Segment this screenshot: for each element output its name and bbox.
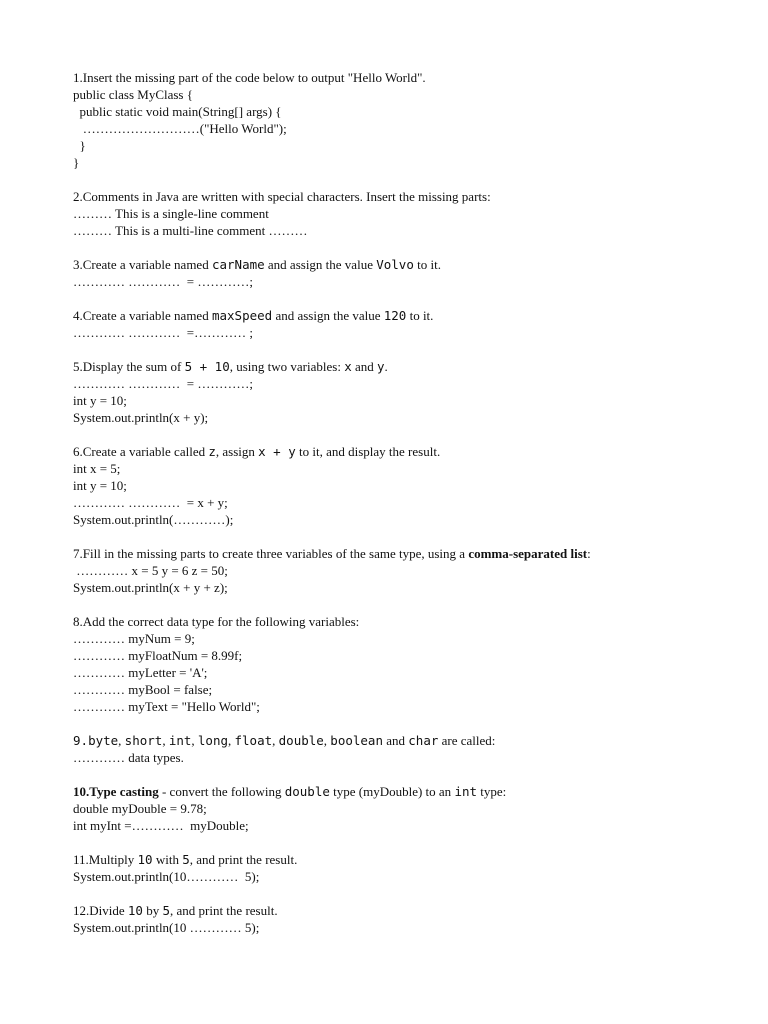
question-9-prompt: 9.byte, short, int, long, float, double, boolean and char are called:	[73, 733, 496, 748]
question-11-prompt: 11.Multiply 10 with 5, and print the result.	[73, 852, 298, 867]
code-line: ………… myBool = false;	[73, 682, 213, 697]
code-line: ………… ………… = …………;	[73, 274, 253, 289]
code-line: ………… x = 5 y = 6 z = 50;	[73, 563, 228, 578]
code-line: System.out.println(x + y);	[73, 410, 209, 425]
code-line: System.out.println(10 ………… 5);	[73, 920, 260, 935]
question-3-prompt: 3.Create a variable named carName and assign the value Volvo to it.	[73, 257, 441, 272]
code-line: ……… This is a multi-line comment ………	[73, 223, 308, 238]
code-line: ………… ………… = x + y;	[73, 495, 228, 510]
code-line: int myInt =………… myDouble;	[73, 818, 249, 833]
question-6-prompt: 6.Create a variable called z, assign x + y to it, and display the result.	[73, 444, 441, 459]
question-7-prompt: 7.Fill in the missing parts to create three variables of the same type, using a comma-separated list:	[73, 546, 591, 561]
code-line: int y = 10;	[73, 478, 127, 493]
code-line: System.out.println(…………);	[73, 512, 234, 527]
code-line: }	[73, 138, 86, 153]
code-line: ………… myLetter = 'A';	[73, 665, 208, 680]
code-line: ………… myFloatNum = 8.99f;	[73, 648, 243, 663]
worksheet	[73, 69, 733, 936]
code-line: ………… myText = "Hello World";	[73, 699, 260, 714]
question-8-prompt: 8.Add the correct data type for the following variables:	[73, 614, 360, 629]
code-line: ………… myNum = 9;	[73, 631, 195, 646]
code-line: public class MyClass {	[73, 87, 193, 102]
question-2-prompt: 2.Comments in Java are written with special characters. Insert the missing parts:	[73, 189, 491, 204]
question-5-prompt: 5.Display the sum of 5 + 10, using two variables: x and y.	[73, 359, 388, 374]
question-1-prompt: 1.Insert the missing part of the code below to output "Hello World".	[73, 70, 426, 85]
code-line: double myDouble = 9.78;	[73, 801, 207, 816]
code-line: public static void main(String[] args) {	[73, 104, 282, 119]
code-line: System.out.println(10………… 5);	[73, 869, 260, 884]
question-10-prompt: 10.Type casting - convert the following double type (myDouble) to an int type:	[73, 784, 507, 799]
question-4-prompt: 4.Create a variable named maxSpeed and assign the value 120 to it.	[73, 308, 434, 323]
code-line: int y = 10;	[73, 393, 127, 408]
code-line: ………… data types.	[73, 750, 184, 765]
code-line: ………… ………… =………… ;	[73, 325, 253, 340]
code-line: ………………………("Hello World");	[73, 121, 287, 136]
code-line: }	[73, 155, 80, 170]
code-line: int x = 5;	[73, 461, 121, 476]
code-line: ………… ………… = …………;	[73, 376, 253, 391]
code-line: ……… This is a single-line comment	[73, 206, 269, 221]
question-12-prompt: 12.Divide 10 by 5, and print the result.	[73, 903, 278, 918]
code-line: System.out.println(x + y + z);	[73, 580, 228, 595]
